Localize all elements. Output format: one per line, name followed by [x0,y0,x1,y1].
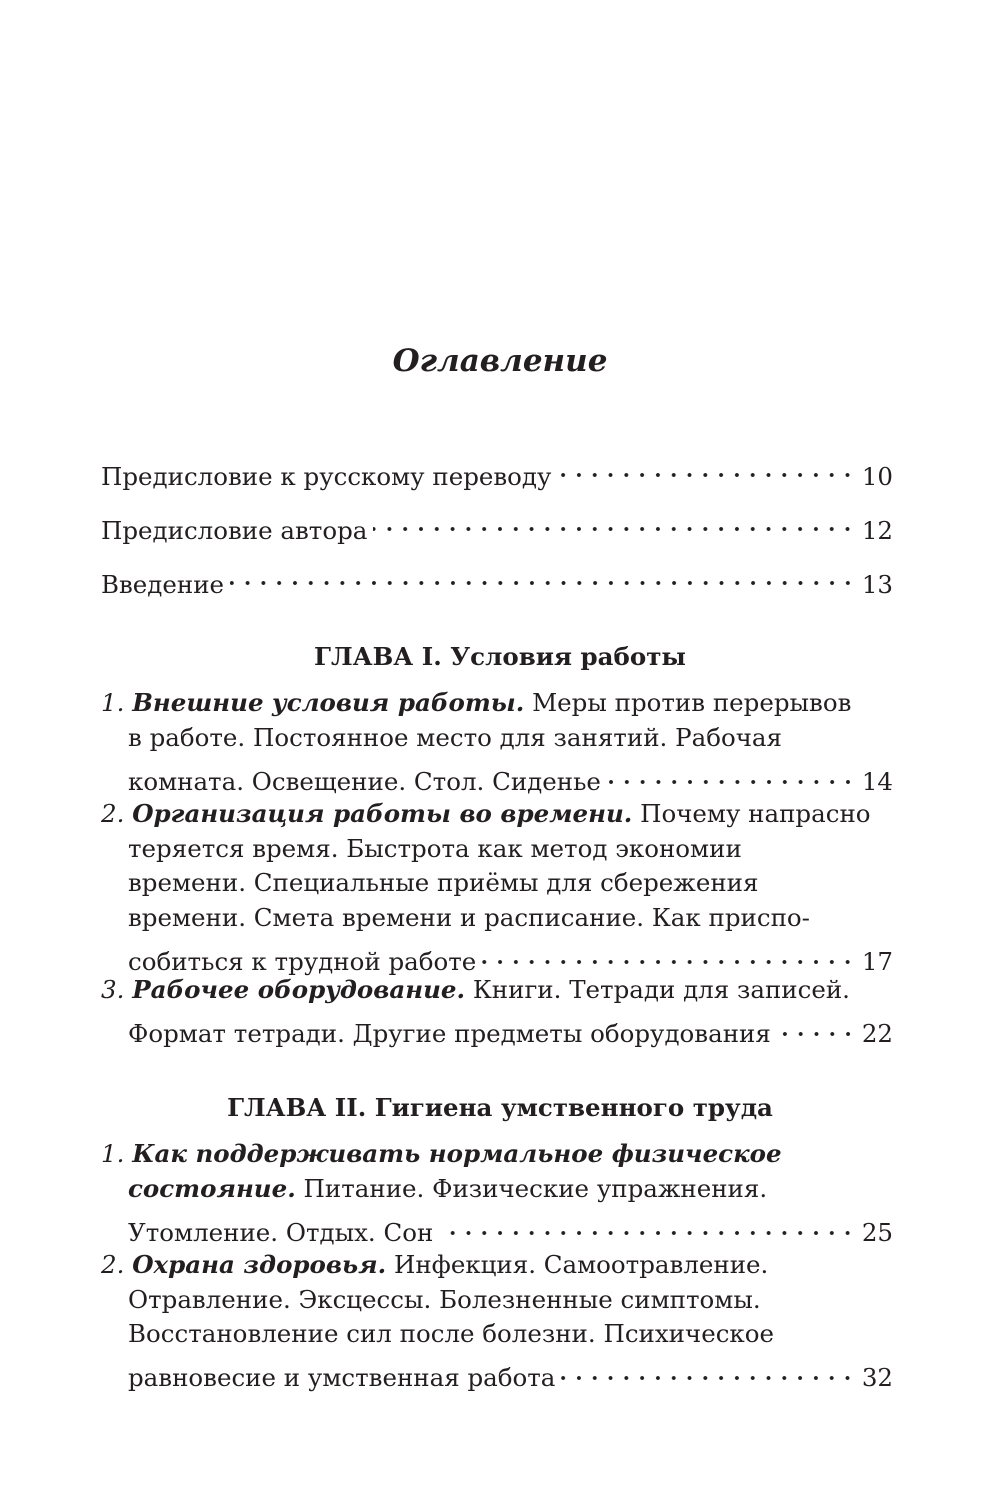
section-text: Утомление. Отдых. Сон [128,1217,434,1247]
section-text: Питание. Физические упражнения. [303,1173,768,1203]
section-line [101,935,893,976]
section-line [101,1137,893,1172]
section-line [101,686,893,721]
dot-leader [777,1008,856,1043]
toc-section-1-3[interactable] [101,973,893,1048]
toc-entry-preface-translation[interactable] [101,445,893,491]
section-line [101,755,893,796]
dot-leader [482,935,856,970]
page-number: 12 [861,516,893,545]
page-title: Оглавление [392,343,608,379]
section-line [101,973,893,1008]
section-line [101,1172,893,1207]
section-line [101,901,893,936]
section-line [101,1206,893,1247]
section-title: Охрана здоровья. [132,1250,387,1279]
page-number: 13 [861,570,893,599]
page-number: 32 [861,1363,893,1392]
section-line [101,1008,893,1048]
toc-section-2-2[interactable] [101,1248,893,1392]
section-text: Почему напрасно [640,799,871,828]
section-title: состояние. [128,1173,296,1203]
section-number: 1. [101,1139,125,1168]
section-number: 3. [101,975,125,1004]
section-text: времени. Смета времени и расписание. Как приспо- [128,902,810,932]
dot-leader [557,445,855,485]
section-text: равновесие и умственная работа [128,1363,556,1392]
section-line [101,1352,893,1392]
section-text: Меры против перерывов [532,688,852,717]
toc-entry-preface-author[interactable] [101,499,893,545]
entry-label: Предисловие к русскому переводу [101,462,552,491]
toc-section-1-2[interactable] [101,797,893,976]
section-number: 2. [101,799,125,828]
section-text: времени. Специальные приёмы для сбережения [128,868,759,897]
section-text: Формат тетради. Другие предметы оборудования [128,1019,771,1048]
section-number: 2. [101,1250,125,1279]
entry-label: Введение [101,570,225,599]
section-line [101,1283,893,1318]
toc-section-1-1[interactable] [101,686,893,796]
dot-leader [439,1206,856,1241]
section-line [101,1317,893,1352]
section-number: 1. [101,688,125,717]
section-text: в работе. Постоянное место для занятий. Рабочая [128,722,782,752]
chapter-heading: ГЛАВА I. Условия работы [314,642,686,671]
dot-leader [607,755,856,790]
section-line [101,1248,893,1283]
section-line [101,721,893,756]
dot-leader [230,553,856,593]
section-title: Внешние условия работы. [132,688,525,717]
page-number: 17 [861,946,893,976]
section-title: Рабочее оборудование. [132,975,466,1004]
section-text: теряется время. Быстрота как метод экономии [128,833,742,863]
entry-label: Предисловие автора [101,516,368,545]
toc-entry-introduction[interactable] [101,553,893,599]
section-text: комната. Освещение. Стол. Сиденье [128,766,601,796]
section-line [101,866,893,901]
section-title: Организация работы во времени. [132,799,633,828]
chapter-heading: ГЛАВА II. Гигиена умственного труда [227,1093,773,1122]
section-text: Инфекция. Самоотравление. [393,1250,769,1279]
section-text: собиться к трудной работе [128,946,477,976]
section-text: Отравление. Эксцессы. Болезненные симптомы. [128,1284,761,1314]
page-number: 25 [861,1217,893,1247]
page-number: 22 [861,1019,893,1048]
toc-section-2-1[interactable] [101,1137,893,1247]
section-title: Как поддерживать нормальное физическое [132,1139,782,1168]
dot-leader [373,499,855,539]
section-line [101,832,893,867]
page-number: 10 [861,462,893,491]
section-text: Восстановление сил после болезни. Психическое [128,1319,774,1348]
page-number: 14 [861,766,893,796]
section-text: Книги. Тетради для записей. [472,975,850,1004]
section-line [101,797,893,832]
dot-leader [561,1352,855,1387]
